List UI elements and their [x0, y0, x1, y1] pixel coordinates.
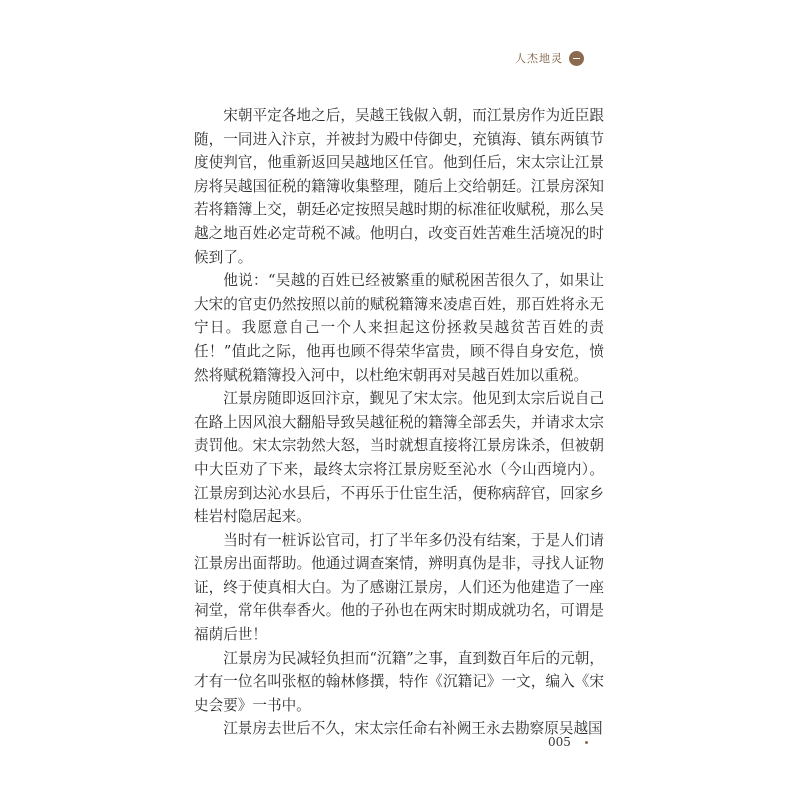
paragraph-1: 宋朝平定各地之后，吴越王钱俶入朝，而江景房作为近臣跟随，一同进入汴京，并被封为殿中侍御史，充镇海、镇东两镇节度使判官，他重新返回吴越地区任官。他到任后，宋太宗让江景房将吴越国征税的籍簿收集整理，随后上交给朝廷。江景房深知若将籍簿上交，朝廷必定按照吴越时期的标准征收赋税，那么吴越之地百姓必定苛税不减。他明白，改变百姓苦难生活境况的时候到了。 — [194, 107, 604, 266]
paragraph-6: 江景房去世后不久，宋太宗任命右补阙王永去勘察原吴越国 — [223, 720, 603, 738]
page-number: 005 — [548, 735, 571, 749]
running-header — [515, 50, 584, 66]
paragraph-5: 江景房为民减轻负担而“沉籍”之事，直到数百年后的元朝，才有一位名叫张枢的翰林修撰，特作《沉籍记》一文，编入《宋史会要》一书中。 — [194, 649, 604, 714]
footer-dot-icon — [585, 741, 588, 744]
paragraph-2: 他说：“吴越的百姓已经被繁重的赋税困苦很久了，如果让大宋的官吏仍然按照以前的赋税籍簿来凌虐百姓，那百姓将永无宁日。我愿意自己一个人来担起这份拯救吴越贫苦百姓的责任！”值此之际，他再也顾不得荣华富贵，顾不得自身安危，愤然将赋税籍簿投入河中，以杜绝宋朝再对吴越百姓加以重税。 — [194, 272, 604, 384]
body-text — [194, 104, 604, 741]
chapter-badge-icon — [569, 51, 584, 66]
chapter-title: 人杰地灵 — [515, 52, 563, 65]
paragraph-4: 当时有一桩诉讼官司，打了半年多仍没有结案，于是人们请江景房出面帮助。他通过调查案情，辨明真伪是非，寻找人证物证，终于使真相大白。为了感谢江景房，人们还为他建造了一座祠堂，常年供奉香火。他的子孙也在两宋时期成就功名，可谓是福荫后世！ — [194, 531, 604, 644]
paragraph-3: 江景房随即返回汴京，觐见了宋太宗。他见到太宗后说自己在路上因风浪大翻船导致吴越征税的籍簿全部丢失，并请求太宗责罚他。宋太宗勃然大怒，当时就想直接将江景房诛杀，但被朝中大臣劝了下来，最终太宗将江景房贬至沁水（今山西境内）。江景房到达沁水县后，不再乐于仕宦生活，便称病辞官，回家乡桂岩村隐居起来。 — [194, 390, 604, 526]
page-footer — [548, 735, 588, 749]
